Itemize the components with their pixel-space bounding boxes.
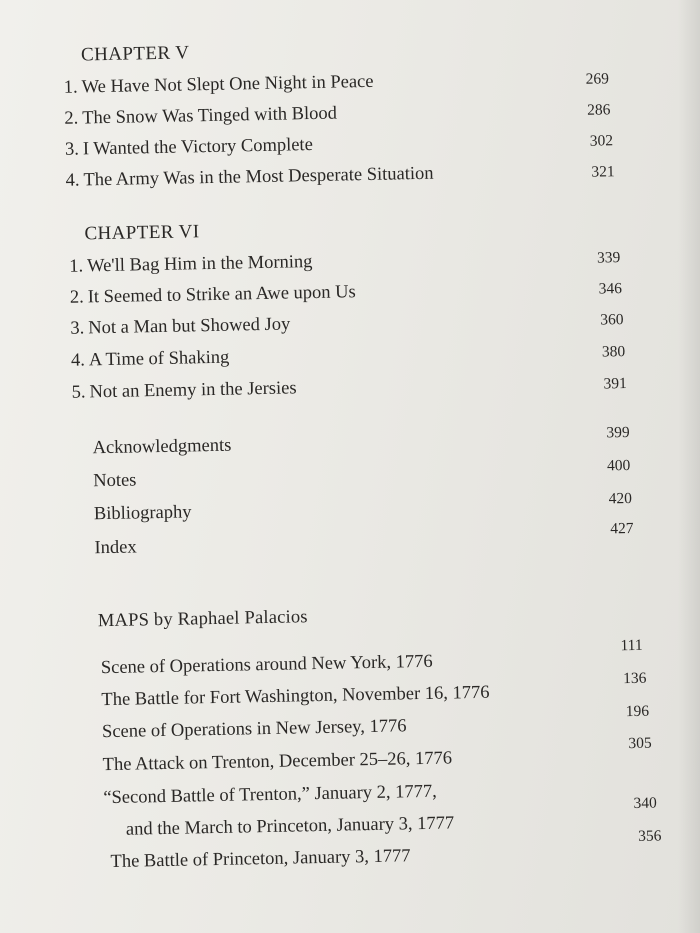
map-entry-page: 356 [638,827,662,845]
toc-entry-page: 269 [585,70,610,88]
back-matter-entry [10,519,634,566]
map-entry-page: 111 [620,636,643,655]
chapter-v-heading: CHAPTER V [80,42,190,66]
back-matter-entry [10,489,633,532]
map-entry-page: 136 [622,669,647,688]
toc-entry-page: 286 [587,101,611,119]
toc-entry-title: A Time of Shaking [88,347,230,371]
map-entry [13,669,653,718]
toc-entry-title: Bibliography [93,502,192,525]
map-entry-page: 196 [625,702,650,721]
toc-entry-number: 1. [69,256,84,277]
toc-entry-number: 5. [71,382,86,403]
toc-entry [3,160,623,198]
toc-entry-title: We'll Bag Him in the Morning [86,252,313,277]
toc-entry [7,340,627,378]
map-entry [13,636,653,686]
map-entry-title: The Battle for Fort Washington, November 16, 1776 [101,682,490,711]
map-entry-page: 340 [633,794,657,812]
toc-entry-title: The Snow Was Tinged with Blood [82,103,338,129]
toc-entry-page: 360 [600,311,624,329]
map-entry-title: “Second Battle of Trenton,” January 2, 1777, [103,781,437,809]
toc-entry-page: 400 [606,456,631,475]
chapter-vi-heading: CHAPTER VI [84,221,200,245]
toc-entry-title: Notes [93,470,137,492]
toc-entry-title: Index [94,537,137,559]
map-entry-title: and the March to Princeton, January 3, 1777 [125,813,455,840]
toc-entry-page: 391 [603,375,627,393]
toc-entry-title: We Have Not Slept One Night in Peace [81,71,374,98]
toc-entry-title: Not a Man but Showed Joy [88,314,291,339]
toc-entry-page: 427 [610,519,634,538]
toc-entry [7,372,627,410]
toc-entry-page: 339 [596,249,621,267]
toc-entry-page: 346 [598,280,623,298]
back-matter-entry [9,456,631,499]
toc-entry-page: 321 [591,163,615,181]
map-entry-title: Scene of Operations around New York, 1776 [100,651,433,679]
toc-entry-number: 2. [64,108,79,129]
toc-entry-number: 4. [65,170,80,191]
toc-entry-number: 3. [64,139,80,160]
toc-entry-number: 4. [70,350,86,371]
toc-entry-number: 3. [70,318,85,339]
map-entry [16,827,662,880]
map-entry-page: 305 [628,734,652,753]
toc-entry-number: 1. [63,77,78,98]
map-entry [15,778,655,816]
map-entry-title: The Attack on Trenton, December 25–26, 1776 [102,748,453,776]
toc-entry [6,308,626,346]
toc-entry-page: 380 [601,343,626,361]
maps-heading: MAPS by Raphael Palacios [97,607,308,632]
toc-entry-title: Acknowledgments [92,435,232,459]
toc-entry-title: The Army Was in the Most Desperate Situation [83,163,434,191]
toc-entry-title: It Seemed to Strike an Awe upon Us [87,282,356,308]
toc-entry-page: 302 [589,132,614,150]
toc-entry-page: 420 [608,489,633,508]
toc-entry-title: Not an Enemy in the Jersies [89,378,297,403]
toc-entry-page: 399 [606,423,630,442]
toc-entry-number: 2. [69,287,84,308]
toc-entry-title: I Wanted the Victory Complete [82,135,314,160]
map-entry [15,734,655,783]
map-entry [14,702,654,750]
map-entry-title: The Battle of Princeton, January 3, 1777 [110,846,411,873]
map-entry-title: Scene of Operations in New Jersey, 1776 [101,716,407,743]
